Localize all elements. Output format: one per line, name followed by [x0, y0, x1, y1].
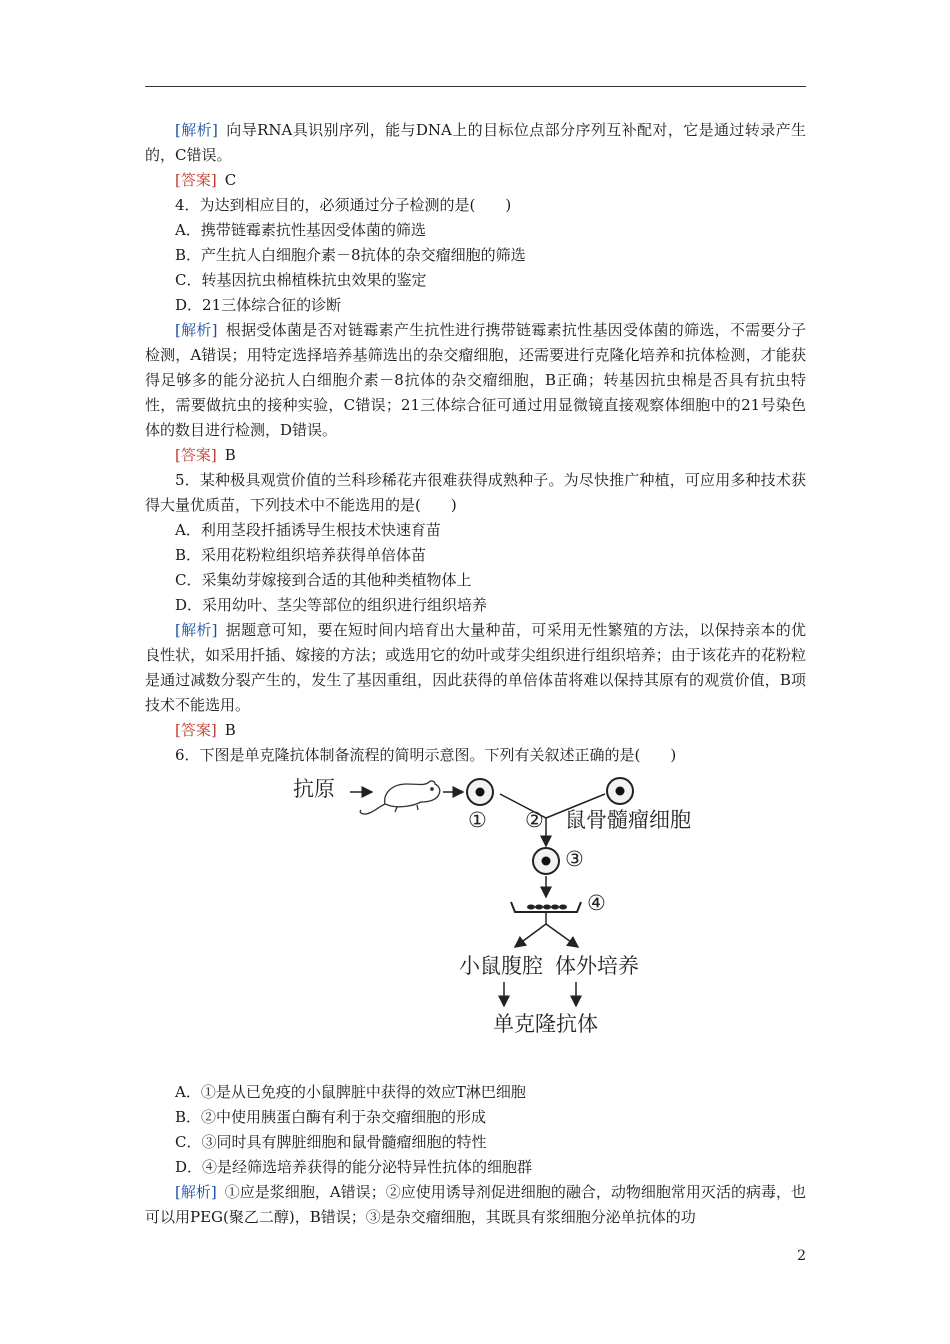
label-mark-4: ④: [587, 891, 606, 915]
analysis-tag: [解析]: [175, 121, 218, 139]
option-6a: A．①是从已免疫的小鼠脾脏中获得的效应T淋巴细胞: [175, 1083, 526, 1101]
answer-value: B: [224, 446, 236, 464]
question-4: 4．为达到相应目的，必须通过分子检测的是( ): [175, 196, 512, 214]
label-myeloma: 鼠骨髓瘤细胞: [565, 808, 691, 832]
arrow-to-cavity: [515, 924, 546, 947]
option-5a: A．利用茎段扦插诱导生根技术快速育苗: [175, 521, 441, 539]
answer-tag: [答案]: [175, 721, 217, 739]
option-6b: B．②中使用胰蛋白酶有利于杂交瘤细胞的形成: [175, 1108, 487, 1126]
analysis-text: 根据受体菌是否对链霉素产生抗性进行携带链霉素抗性基因受体菌的筛选，不需要分子检测，A错误；用特定选择培养基筛选出的杂交瘤细胞，还需要进行克隆化培养和抗体检测，才能获得足够多的能分泌抗人白细胞介素－8抗体的杂交瘤细胞，B正确；转基因抗虫棉是否具有抗虫特性，需要做抗虫的接种实验，C错误；21三体综合征可通过用显微镜直接观察体细胞中的21号染色体的数目进行检测，D错误。: [145, 321, 806, 439]
question-6: 6．下图是单克隆抗体制备流程的简明示意图。下列有关叙述正确的是( ): [175, 746, 677, 764]
analysis-text: 向导RNA具识别序列，能与DNA上的目标位点部分序列互补配对，它是通过转录产生的，C错误。: [145, 121, 806, 164]
option-6c: C．③同时具有脾脏细胞和鼠骨髓瘤细胞的特性: [175, 1133, 487, 1151]
option-4b: B．产生抗人白细胞介素－8抗体的杂交瘤细胞的筛选: [175, 246, 526, 264]
culture-dish-icon: [511, 902, 581, 912]
header-rule: [145, 86, 806, 87]
analysis-3: [145, 118, 806, 168]
label-mark-1: ①: [468, 808, 487, 832]
option-5d: D．采用幼叶、茎尖等部位的组织进行组织培养: [175, 596, 488, 614]
answer-value: C: [224, 171, 237, 189]
analysis-6: [145, 1180, 806, 1230]
option-4c: C．转基因抗虫棉植株抗虫效果的鉴定: [175, 271, 427, 289]
analysis-text: ①应是浆细胞，A错误；②应使用诱导剂促进细胞的融合，动物细胞常用灭活的病毒，也可以用PEG(聚乙二醇)，B错误；③是杂交瘤细胞，其既具有浆细胞分泌单抗体的功: [145, 1183, 806, 1226]
label-in-vitro: 体外培养: [555, 954, 639, 978]
question-5: 5．某种极具观赏价值的兰科珍稀花卉很难获得成熟种子。为尽快推广种植，可应用多种技术获得大量优质苗，下列技术中不能选用的是( ): [145, 471, 806, 514]
analysis-tag: [解析]: [175, 621, 218, 639]
answer-5: [145, 718, 806, 743]
analysis-text: 据题意可知，要在短时间内培育出大量种苗，可采用无性繁殖的方法，以保持亲本的优良性状，如采用扦插、嫁接的方法；或选用它的幼叶或芽尖组织进行组织培养；由于该花卉的花粉粒是通过减数分裂产生的，发生了基因重组，因此获得的单倍体苗将难以保持其原有的观赏价值，B项技术不能选用。: [145, 621, 806, 714]
page-content: [145, 118, 806, 1230]
mab-flow-diagram: [145, 774, 806, 1076]
label-antigen: 抗原: [293, 777, 335, 801]
arrow-to-invitro: [546, 924, 578, 947]
option-4d: D．21三体综合征的诊断: [175, 296, 342, 314]
answer-3: [145, 168, 806, 193]
analysis-4: [145, 318, 806, 443]
option-4a: A．携带链霉素抗性基因受体菌的筛选: [175, 221, 426, 239]
answer-4: [145, 443, 806, 468]
analysis-5: [145, 618, 806, 718]
option-6d: D．④是经筛选培养获得的能分泌特异性抗体的细胞群: [175, 1158, 533, 1176]
page-number: 2: [797, 1248, 806, 1264]
hybridoma-cell-icon: [533, 848, 559, 874]
label-mark-2: ②: [525, 808, 544, 832]
analysis-tag: [解析]: [175, 1183, 217, 1201]
label-mab: 单克隆抗体: [493, 1012, 598, 1036]
b-cell-icon: [467, 779, 493, 805]
analysis-tag: [解析]: [175, 321, 218, 339]
label-mark-3: ③: [565, 847, 584, 871]
myeloma-cell-icon: [607, 778, 633, 804]
option-5b: B．采用花粉粒组织培养获得单倍体苗: [175, 546, 427, 564]
answer-tag: [答案]: [175, 171, 217, 189]
option-5c: C．采集幼芽嫁接到合适的其他种类植物体上: [175, 571, 472, 589]
mouse-icon: [360, 781, 440, 814]
label-mouse-cavity: 小鼠腹腔: [459, 954, 543, 978]
answer-value: B: [224, 721, 236, 739]
answer-tag: [答案]: [175, 446, 217, 464]
